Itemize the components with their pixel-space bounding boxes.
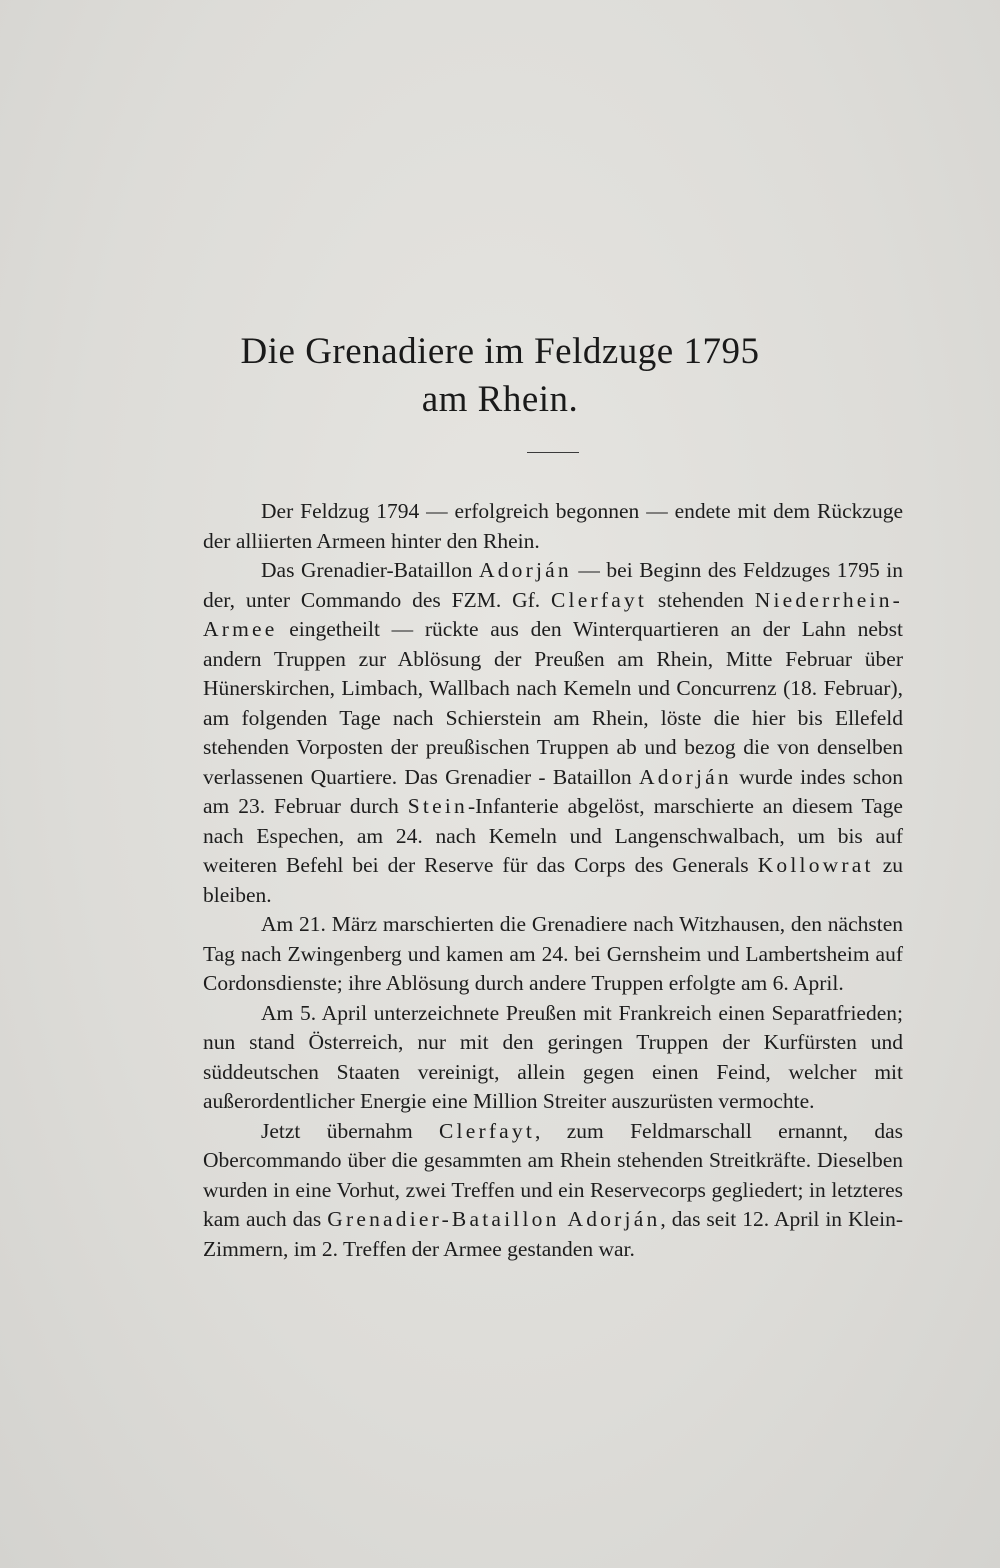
spaced-name: Grenadier-Bataillon Adorján [327,1207,661,1231]
text-run: Der Feldzug 1794 — erfolgreich begonnen — endete mit dem Rückzuge der alliierten Armeen hinter den Rhein. [203,499,903,553]
spaced-name: Adorján [638,764,732,789]
title-divider [527,452,579,453]
paragraph-1 [203,497,903,556]
text-run: wurde indes schon am 23. Februar durch [203,764,903,818]
text-run: zu bleiben. [203,853,903,907]
spaced-name: Niederrhein-Armee [203,587,904,641]
spaced-name: Clerfayt [439,1118,536,1143]
spaced-name: Clerfayt [551,587,648,612]
paragraph-5 [203,1117,903,1265]
text-run: , zum Feldmarschall ernannt, das Obercommando über die gesammten am Rhein stehenden Streitkräfte. Dieselben wurden in eine Vorhut, zwei Treffen und ein Reservecorps gegliedert; in letzteres kam auch das [203,1118,903,1231]
text-run: Das Grenadier-Bataillon [261,558,479,582]
chapter-body [203,497,903,1264]
text-run: stehenden [647,587,755,612]
spaced-name: Adorján [479,558,572,582]
chapter-title-line-2: am Rhein. [421,379,579,420]
text-run: , das seit 12. April in Klein-Zimmern, im 2. Treffen der Armee gestanden war. [203,1207,903,1261]
spaced-name: Stein [407,794,468,818]
text-run: -Infanterie abgelöst, marschierte an diesem Tage nach Espechen, am 24. nach Kemeln und Langenschwalbach, um bis auf weiteren Befehl bei der Reserve für das Corps des Generals [203,794,903,877]
text-run: Am 21. März marschierten die Grenadiere nach Witzhausen, den nächsten Tag nach Zwingenberg und kamen am 24. bei Gernsheim und Lambertsheim auf Cordonsdienste; ihre Ablösung durch andere Truppen erfolgte am 6. April. [203,912,903,995]
paragraph-2 [203,556,903,910]
text-run: Am 5. April unterzeichnete Preußen mit Frankreich einen Separatfrieden; nun stand Österreich, nur mit den geringen Truppen der Kurfürsten und süddeutschen Staaten vereinigt, allein gegen einen Feind, welcher mit außerordentlicher Energie eine Million Streiter auszurüsten vermochte. [203,1000,903,1113]
paragraph-4 [203,999,903,1117]
text-run: — bei Beginn des Feldzuges 1795 in der, unter Commando des FZM. Gf. [203,558,903,612]
text-run: eingetheilt — rückte aus den Winterquartieren an der Lahn nebst andern Truppen zur Ablösung der Preußen am Rhein, Mitte Februar über Hünerskirchen, Limbach, Wallbach nach Kemeln und Concurrenz (18. Februar), am folgenden Tage nach Schierstein am Rhein, löste die hier bis Ellefeld stehenden Vorposten der preußischen Truppen ab und bezog die von denselben verlassenen Quartiere. Das Grenadier - Bataillon [203,617,903,789]
spaced-name: Kollowrat [757,853,874,877]
chapter-title-line-1: Die Grenadiere im Feldzuge 1795 [240,331,760,372]
paragraph-3 [203,910,903,999]
text-run: Jetzt übernahm [261,1118,439,1143]
